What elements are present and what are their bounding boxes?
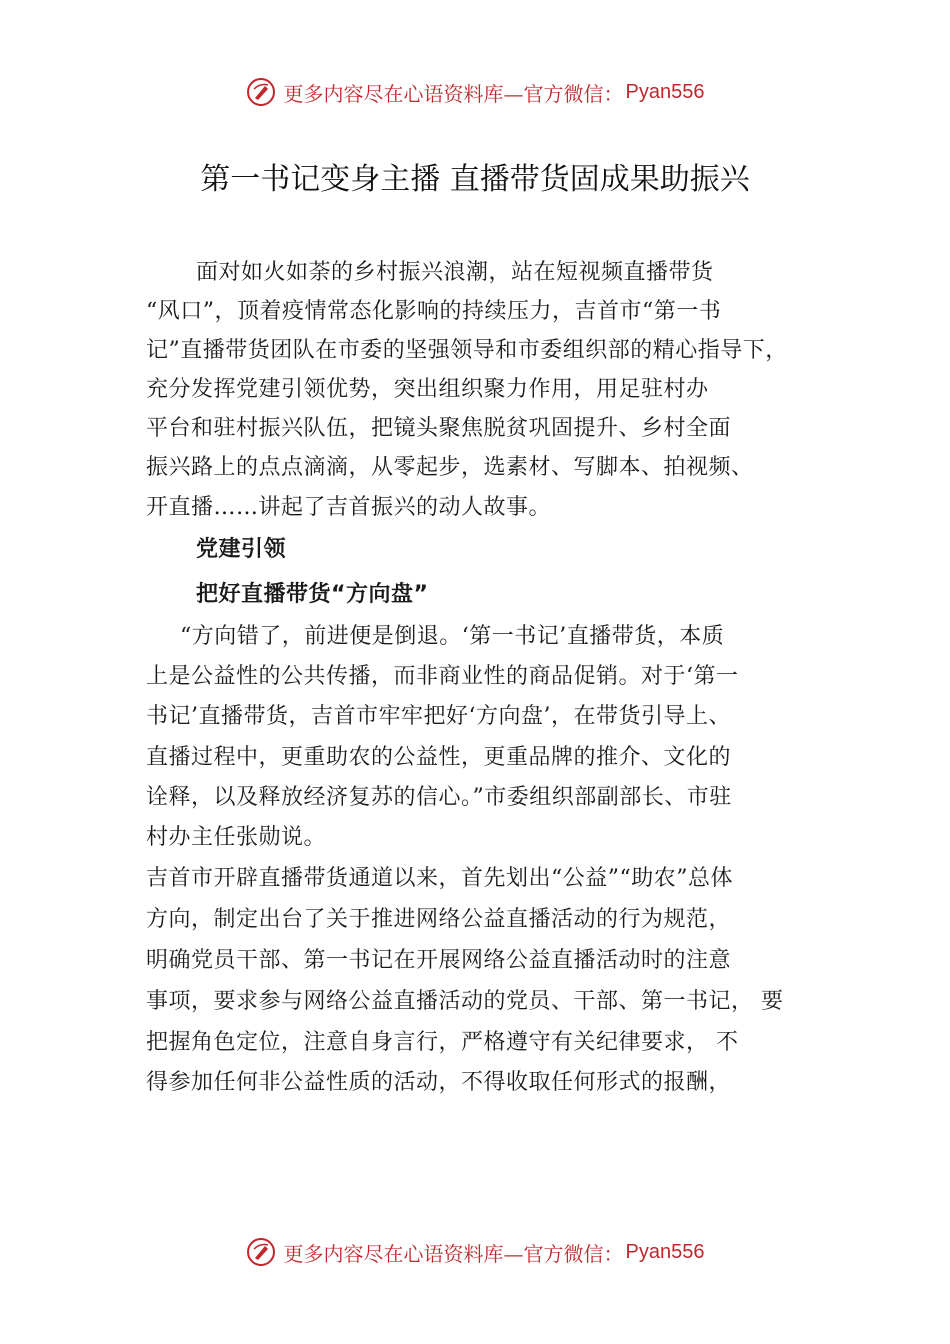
banner-text: 更多内容尽在心语资料库—官方微信： [283,1241,624,1266]
paragraph-3-line: 明确党员干部、第一书记在开展网络公益直播活动时的注意 [146,948,732,973]
paragraph-2-line: 书记’直播带货，吉首市牢牢把好‘方向盘’，在带货引导上、 [146,704,731,729]
paragraph-1-line: “风口”，顶着疫情常态化影响的持续压力，吉首市“第一书 [146,299,722,324]
paragraph-3-line: 方向，制定出台了关于推进网络公益直播活动的行为规范， [146,907,732,932]
paragraph-2-line: 诠释，以及释放经济复苏的信心。”市委组织部副部长、市驻 [146,785,732,810]
paragraph-2-line: 上是公益性的公共传播，而非商业性的商品促销。对于‘第一 [146,664,739,689]
paragraph-2-line: “方向错了，前进便是倒退。‘第一书记’直播带货，本质 [180,624,725,649]
paragraph-3-line: 把握角色定位，注意自身言行，严格遵守有关纪律要求， 不 [146,1030,739,1055]
section-subheading: 把好直播带货“方向盘” [196,582,429,607]
paragraph-1-line: 记”直播带货团队在市委的坚强领导和市委组织部的精心指导下， [146,338,788,363]
header-banner [0,72,950,112]
paragraph-1-line: 平台和驻村振兴队伍，把镜头聚焦脱贫巩固提升、乡村全面 [146,416,732,441]
paragraph-1-line: 开直播……讲起了吉首振兴的动人故事。 [146,495,552,520]
wechat-id: Pyan556 [625,80,705,103]
paragraph-3-line: 吉首市开辟直播带货通道以来，首先划出“公益”“助农”总体 [146,866,733,891]
section-heading: 党建引领 [196,537,287,562]
paragraph-1-line: 面对如火如荼的乡村振兴浪潮，站在短视频直播带货 [196,260,714,285]
paragraph-3-line: 事项，要求参与网络公益直播活动的党员、干部、第一书记， 要 [146,989,784,1014]
footer-banner [0,1232,950,1272]
brand-logo-icon [246,77,276,107]
paragraph-2-line: 直播过程中，更重助农的公益性，更重品牌的推介、文化的 [146,745,732,770]
paragraph-2-line: 村办主任张勋说。 [146,825,327,850]
paragraph-1-line: 充分发挥党建引领优势，突出组织聚力作用，用足驻村办 [146,377,709,402]
page-title: 第一书记变身主播 直播带货固成果助振兴 [200,162,750,197]
brand-logo-icon [246,1237,276,1267]
banner-text: 更多内容尽在心语资料库—官方微信： [283,81,624,106]
wechat-id: Pyan556 [625,1240,705,1263]
paragraph-1-line: 振兴路上的点点滴滴，从零起步，选素材、写脚本、拍视频、 [146,455,754,480]
paragraph-3-line: 得参加任何非公益性质的活动，不得收取任何形式的报酬， [146,1070,732,1095]
